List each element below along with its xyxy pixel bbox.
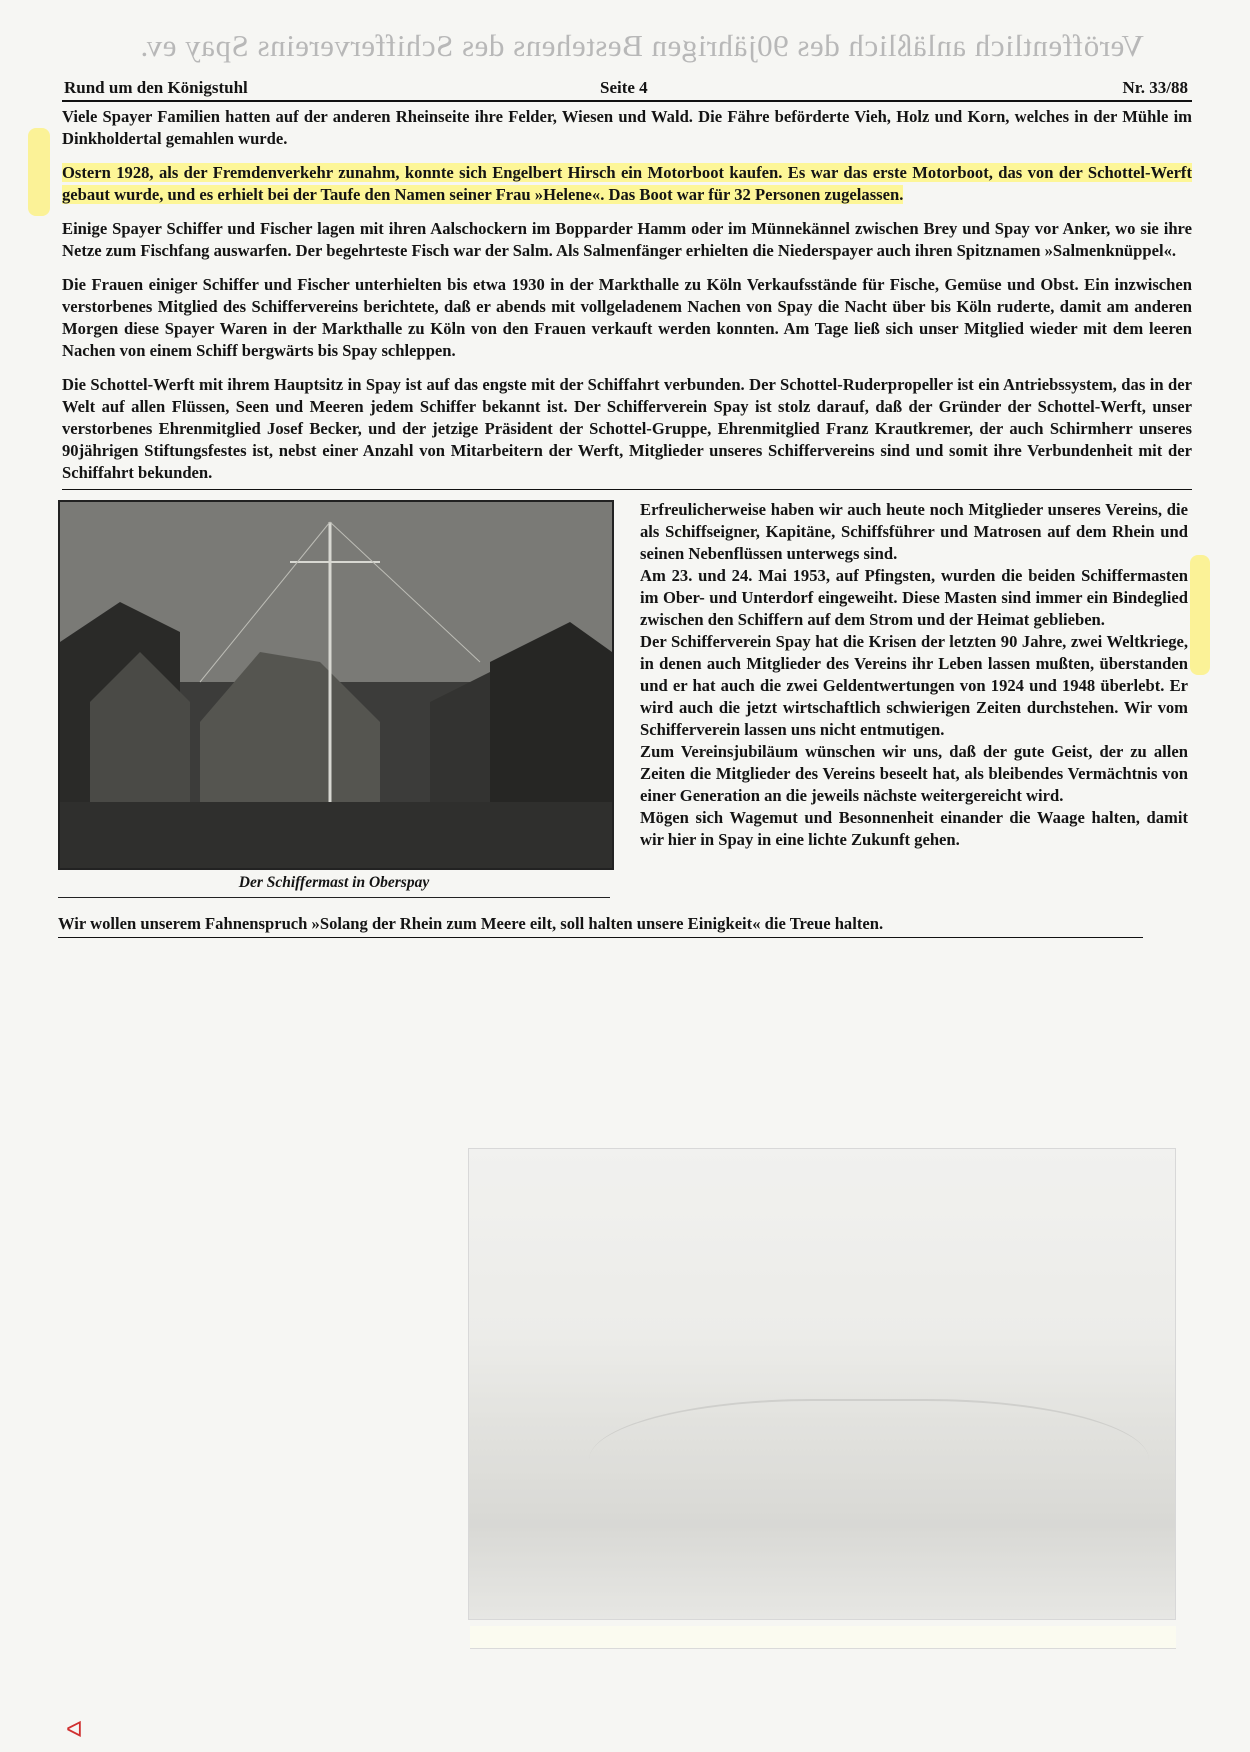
header-page-number: Seite 4 xyxy=(600,78,648,97)
paragraph-members: Erfreulicherweise haben wir auch heute noch Mitglieder unseres Vereins, die als Schiffseigner, Kapitäne, Schiffsführer und Matrosen auf dem Rhein und seinen Nebenflüssen unterwegs sind. xyxy=(640,500,1188,563)
header-rule xyxy=(62,100,1192,102)
article-body xyxy=(62,106,1192,484)
paragraph-market: Die Frauen einiger Schiffer und Fischer unterhielten bis etwa 1930 in der Markthalle zu Köln Verkaufsstände für Fische, Gemüse und Obst. Ein inzwischen verstorbenes Mitglied des Schiffervereins berichtete, daß er abends mit vollgeladenem Nachen von Spay die Nacht über bis Köln ruderte, damit am anderen Morgen diese Spayer Waren in der Markthalle zu Köln von den Frauen verkauft werden konnten. Am Tage ließ sich unser Mitglied wieder mit dem leeren Nachen von einem Schiff bergwärts bis Spay schleppen. xyxy=(62,275,1192,360)
bleed-through-title: Veröffentlich anläßlich des 90jährigen Bestehens des Schiffervereins Spay ev. xyxy=(140,28,1144,63)
photo-schiffermast xyxy=(58,500,614,870)
pen-mark: ᐊ xyxy=(66,1718,83,1743)
highlighter-mark-left xyxy=(28,128,50,216)
paragraph-fishing: Einige Spayer Schiffer und Fischer lagen mit ihren Aalschockern im Bopparder Hamm oder im Münnekännel zwischen Brey und Spay vor Anker, wo sie ihre Netze zum Fischfang auswarfen. Der begehrteste Fisch war der Salm. Als Salmenfänger erhielten die Niederspayer auch ihren Spitznamen »Salmenknüppel«. xyxy=(62,219,1192,260)
photo-rule xyxy=(58,897,610,898)
photo-illustration xyxy=(60,502,612,868)
paragraph-jubilee: Zum Vereinsjubiläum wünschen wir uns, daß der gute Geist, der zu allen Zeiten die Mitglieder des Vereins beseelt hat, als bleibendes Vermächtnis von einer Generation an die jeweils nächste weitergereicht wird. xyxy=(640,742,1188,805)
paragraph-ferry: Viele Spayer Familien hatten auf der anderen Rheinseite ihre Felder, Wiesen und Wald. Die Fähre beförderte Vieh, Holz und Korn, welches in der Mühle im Dinkholdertal gemahlen wurde. xyxy=(62,107,1192,148)
closing-rule xyxy=(58,937,1143,938)
paragraph-motorboat xyxy=(62,162,1192,206)
photo-caption: Der Schiffermast in Oberspay xyxy=(238,874,430,891)
paragraph-motorboat-text: Ostern 1928, als der Fremdenverkehr zunahm, konnte sich Engelbert Hirsch ein Motorboot kaufen. Es war das erste Motorboot, das von der Schottel-Werft gebaut wurde, und es erhielt bei der Taufe den Namen seiner Frau »Helene«. Das Boot war für 32 Personen zugelassen. xyxy=(62,163,1192,204)
header-publication: Rund um den Königstuhl xyxy=(64,78,248,97)
closing-motto: Wir wollen unserem Fahnenspruch »Solang der Rhein zum Meere eilt, soll halten unsere Einigkeit« die Treue halten. xyxy=(58,914,884,933)
paragraph-future: Mögen sich Wagemut und Besonnenheit einander die Waage halten, damit wir hier in Spay in eine lichte Zukunft gehen. xyxy=(640,808,1188,849)
bleed-through-caption xyxy=(470,1626,1176,1649)
page-header xyxy=(64,78,1188,102)
bleed-through-photo xyxy=(468,1148,1176,1620)
right-column xyxy=(640,499,1188,851)
paragraph-masts: Am 23. und 24. Mai 1953, auf Pfingsten, wurden die beiden Schiffermasten im Ober- und Unterdorf eingeweiht. Diese Masten sind immer ein Bindeglied zwischen den Schiffern auf dem Strom und der Heimat geblieben. xyxy=(640,566,1188,629)
paragraph-crises: Der Schifferverein Spay hat die Krisen der letzten 90 Jahre, zwei Weltkriege, in denen auch Mitglieder des Vereins ihr Leben lassen mußten, überstanden und er hat auch die zwei Geldentwertungen von 1924 und 1948 überlebt. Er wird auch die jetzt wirtschaftlich schwierigen Zeiten durchstehen. Wir vom Schifferverein lassen uns nicht entmutigen. xyxy=(640,632,1188,739)
body-rule xyxy=(62,489,1192,490)
paragraph-schottel: Die Schottel-Werft mit ihrem Hauptsitz in Spay ist auf das engste mit der Schiffahrt verbunden. Der Schottel-Ruderpropeller ist ein Antriebssystem, das in der Welt auf allen Flüssen, Seen und Meeren jedem Schiffer bekannt ist. Der Schifferverein Spay ist stolz darauf, daß der Gründer der Schottel-Werft, unser verstorbenes Ehrenmitglied Josef Becker, und der jetzige Präsident der Schottel-Gruppe, Ehrenmitglied Franz Krautkremer, der auch Schirmherr unseres 90jährigen Stiftungsfestes ist, nebst einer Anzahl von Mitarbeitern der Werft, Mitglieder unseres Schiffervereins sind und somit ihre Verbundenheit mit der Schiffahrt bekunden. xyxy=(62,375,1192,482)
header-issue-number: Nr. 33/88 xyxy=(1122,78,1188,97)
bleed-through-boat xyxy=(589,1399,1149,1551)
highlighter-mark-right xyxy=(1190,555,1210,675)
